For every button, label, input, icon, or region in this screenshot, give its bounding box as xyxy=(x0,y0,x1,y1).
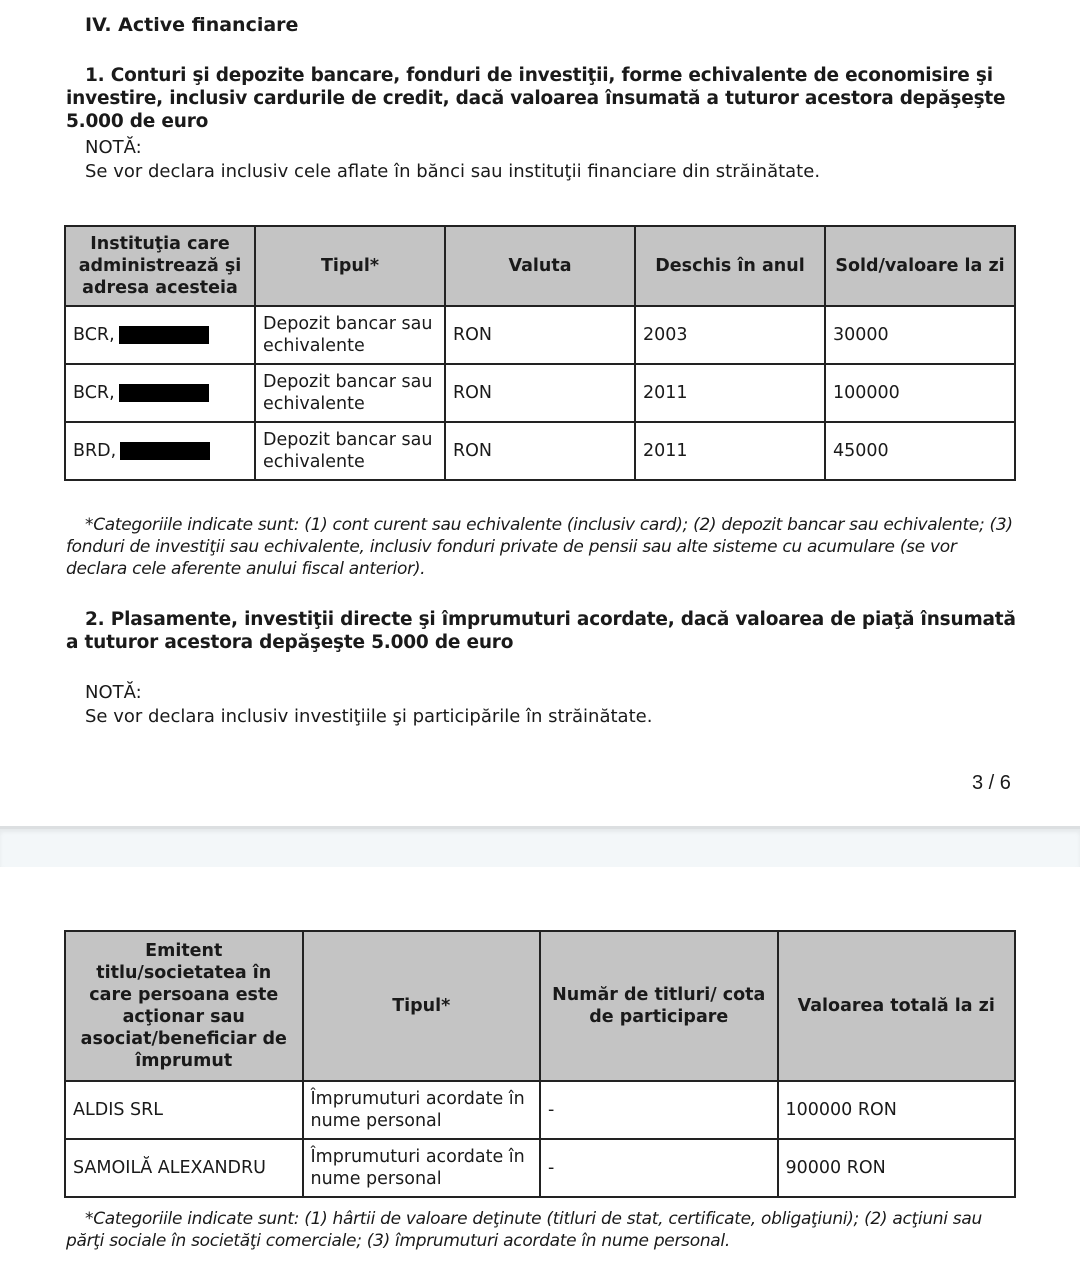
header-institution: Instituţia care administrează şi adresa acesteia xyxy=(65,226,255,306)
redacted-address xyxy=(119,384,209,402)
cell-issuer: SAMOILĂ ALEXANDRU xyxy=(65,1139,303,1197)
cell-balance: 30000 xyxy=(825,306,1015,364)
cell-year: 2011 xyxy=(635,422,825,480)
page-indicator: 3 / 6 xyxy=(972,772,1011,794)
cell-institution: BCR, xyxy=(65,364,255,422)
header-total-value: Valoarea totală la zi xyxy=(778,931,1016,1081)
header-currency: Valuta xyxy=(445,226,635,306)
part2-footnote: *Categoriile indicate sunt: (1) hârtii de valoare deţinute (titluri de stat, certificate, obligaţiuni); (2) acţiuni sau părţi sociale în societăţi comerciale; (3) împrumuturi acordate în nume personal. xyxy=(66,1209,982,1251)
redacted-address xyxy=(120,442,210,460)
cell-count: - xyxy=(540,1081,778,1139)
table-header-row xyxy=(65,226,1015,306)
investments-table xyxy=(64,930,1016,1198)
header-type: Tipul* xyxy=(303,931,541,1081)
part1-footnote: *Categoriile indicate sunt: (1) cont curent sau echivalente (inclusiv card); (2) depozit bancar sau echivalente; (3) fonduri de investiţii sau echivalente, inclusiv fonduri private de pensii sau alte sisteme cu acumulare (se vor declara cele aferente anului fiscal anterior). xyxy=(66,515,1013,579)
bank-accounts-table xyxy=(64,225,1016,481)
cell-currency: RON xyxy=(445,422,635,480)
section-title: IV. Active financiare xyxy=(85,14,299,36)
part1-nota-label: NOTĂ: xyxy=(85,137,142,158)
cell-value: 100000 RON xyxy=(778,1081,1016,1139)
part1-nota-text: Se vor declara inclusiv cele aflate în bănci sau instituţii financiare din străinătate. xyxy=(85,161,821,182)
part2-nota-text: Se vor declara inclusiv investiţiile şi participările în străinătate. xyxy=(85,706,653,727)
cell-balance: 100000 xyxy=(825,364,1015,422)
part1-heading: 1. Conturi şi depozite bancare, fonduri de investiţii, forme echivalente de economisire şi investire, inclusiv cardurile de credit, dacă valoarea însumată a tuturor acestora depăşeşte 5.000 de euro xyxy=(66,65,1006,132)
header-type: Tipul* xyxy=(255,226,445,306)
header-year: Deschis în anul xyxy=(635,226,825,306)
table-row xyxy=(65,364,1015,422)
page-break-separator xyxy=(0,826,1080,867)
cell-type: Depozit bancar sau echivalente xyxy=(255,422,445,480)
cell-type: Împrumuturi acordate în nume personal xyxy=(303,1139,541,1197)
cell-currency: RON xyxy=(445,306,635,364)
cell-balance: 45000 xyxy=(825,422,1015,480)
cell-value: 90000 RON xyxy=(778,1139,1016,1197)
cell-count: - xyxy=(540,1139,778,1197)
cell-institution: BRD, xyxy=(65,422,255,480)
table-header-row xyxy=(65,931,1015,1081)
header-issuer: Emitent titlu/societatea în care persoana este acţionar sau asociat/beneficiar de împrumut xyxy=(65,931,303,1081)
part2-nota-label: NOTĂ: xyxy=(85,682,142,703)
cell-year: 2003 xyxy=(635,306,825,364)
cell-currency: RON xyxy=(445,364,635,422)
redacted-address xyxy=(119,326,209,344)
header-count: Număr de titluri/ cota de participare xyxy=(540,931,778,1081)
cell-year: 2011 xyxy=(635,364,825,422)
cell-institution: BCR, xyxy=(65,306,255,364)
header-balance: Sold/valoare la zi xyxy=(825,226,1015,306)
cell-type: Depozit bancar sau echivalente xyxy=(255,364,445,422)
cell-type: Depozit bancar sau echivalente xyxy=(255,306,445,364)
table-row xyxy=(65,1139,1015,1197)
table-row xyxy=(65,306,1015,364)
table-row xyxy=(65,422,1015,480)
table-row xyxy=(65,1081,1015,1139)
part2-heading: 2. Plasamente, investiţii directe şi împrumuturi acordate, dacă valoarea de piaţă însumată a tuturor acestora depăşeşte 5.000 de euro xyxy=(66,609,1016,653)
cell-issuer: ALDIS SRL xyxy=(65,1081,303,1139)
cell-type: Împrumuturi acordate în nume personal xyxy=(303,1081,541,1139)
